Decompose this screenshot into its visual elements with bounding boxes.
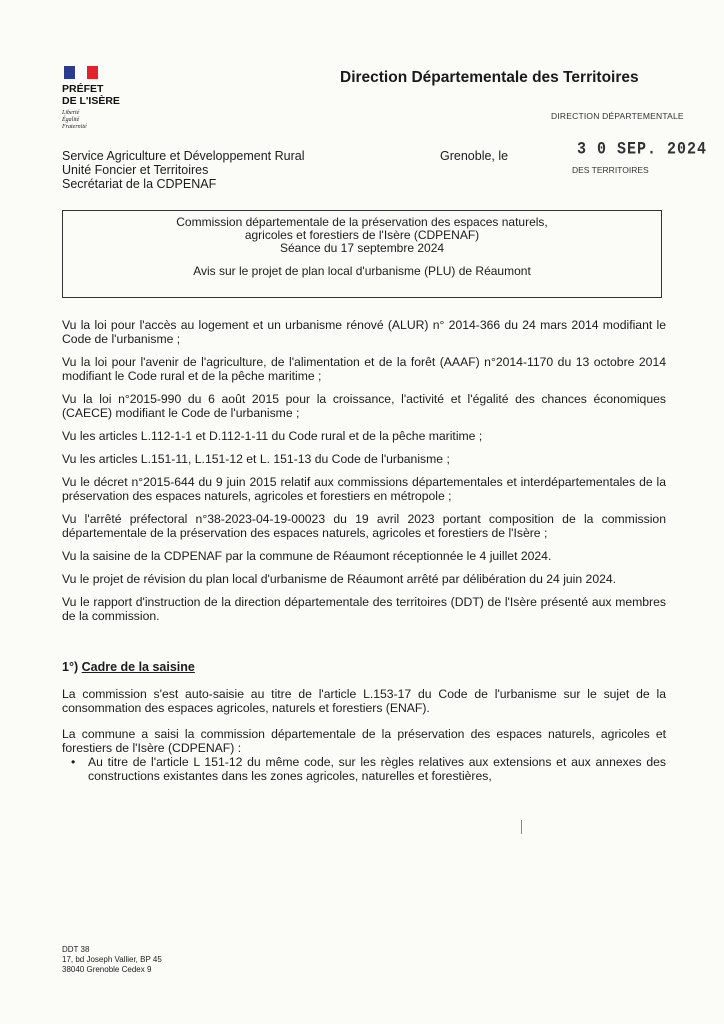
service-line: Service Agriculture et Développement Rural	[62, 149, 305, 163]
header-title: Direction Départementale des Territoires	[340, 69, 639, 86]
bullet-list	[62, 755, 666, 783]
paragraph: La commune a saisi la commission départementale de la préservation des espaces naturels, agricoles et forestiers de l'Isère (CDPENAF) :	[62, 727, 666, 755]
consideration-item: Vu le rapport d'instruction de la direction départementale des territoires (DDT) de l'Isère présenté aux membres de la commission.	[62, 595, 666, 623]
consideration-item: Vu les articles L.151-11, L.151-12 et L. 151-13 du Code de l'urbanisme ;	[62, 452, 450, 466]
service-line: Secrétariat de la CDPENAF	[62, 177, 217, 191]
section-body	[62, 687, 666, 783]
footer-address: DDT 38 17, bd Joseph Vallier, BP 45 38040 Grenoble Cedex 9	[62, 945, 162, 974]
stamp-top-text: DIRECTION DÉPARTEMENTALE	[551, 111, 684, 121]
flag-blue-stripe	[64, 66, 75, 79]
bullet-icon: •	[71, 755, 76, 769]
place-date-label: Grenoble, le	[440, 149, 509, 163]
consideration-item: Vu le décret n°2015-644 du 9 juin 2015 relatif aux commissions départementales et interdépartementales de la préservation des espaces naturels, agricoles et forestiers en métropole ;	[62, 475, 666, 503]
stamp-date: 3 0 SEP. 2024	[577, 139, 708, 160]
session-date: Séance du 17 septembre 2024	[279, 241, 445, 255]
scan-mark	[521, 820, 522, 834]
subject-box: Commission départementale de la préservation des espaces naturels, agricoles et forestiers de l'Isère (CDPENAF) Séance du 17 septembre 2024 Avis sur le projet de plan local d'urbanisme (PLU) de Réaumont	[62, 210, 662, 298]
service-block	[62, 149, 304, 191]
consideration-item: Vu la loi pour l'avenir de l'agriculture, de l'alimentation et de la forêt (AAAF) n°2014-1170 du 13 octobre 2014 modifiant le Code rural et de la pêche maritime ;	[62, 355, 666, 383]
flag-white-stripe	[75, 66, 86, 79]
stamp-bottom-text: DES TERRITOIRES	[572, 165, 649, 175]
considerations-list	[62, 318, 666, 632]
section-heading: 1°) Cadre de la saisine	[62, 660, 195, 674]
prefecture-logo	[62, 66, 172, 131]
consideration-item: Vu le projet de révision du plan local d'urbanisme de Réaumont arrêté par délibération du 24 juin 2024.	[62, 572, 617, 586]
list-item: • Au titre de l'article L 151-12 du même code, sur les règles relatives aux extensions et aux annexes des constructions existantes dans les zones agricoles, naturelles et forestières,	[71, 755, 666, 783]
subject-title: Avis sur le projet de plan local d'urbanisme (PLU) de Réaumont	[193, 264, 531, 278]
consideration-item: Vu la saisine de la CDPENAF par la commune de Réaumont réceptionnée le 4 juillet 2024.	[62, 549, 552, 563]
service-line: Unité Foncier et Territoires	[62, 163, 209, 177]
prefet-title: PRÉFET DE L'ISÈRE	[62, 83, 120, 107]
consideration-item: Vu les articles L.112-1-1 et D.112-1-11 du Code rural et de la pêche maritime ;	[62, 429, 483, 443]
consideration-item: Vu la loi pour l'accès au logement et un urbanisme rénové (ALUR) n° 2014-366 du 24 mars 2014 modifiant le Code de l'urbanisme ;	[62, 318, 666, 346]
republic-motto: Liberté Égalité Fraternité	[62, 110, 87, 130]
french-flag-icon	[64, 66, 98, 79]
flag-red-stripe	[87, 66, 98, 79]
consideration-item: Vu l'arrêté préfectoral n°38-2023-04-19-00023 du 19 avril 2023 portant composition de la commission départementale de la préservation des espaces naturels, agricoles et forestiers de l'Isère ;	[62, 512, 666, 540]
consideration-item: Vu la loi n°2015-990 du 6 août 2015 pour la croissance, l'activité et l'égalité des chances économiques (CAECE) modifiant le Code de l'urbanisme ;	[62, 392, 666, 420]
paragraph: La commission s'est auto-saisie au titre de l'article L.153-17 du Code de l'urbanisme sur le sujet de la consommation des espaces agricoles, naturels et forestiers (ENAF).	[62, 687, 666, 715]
